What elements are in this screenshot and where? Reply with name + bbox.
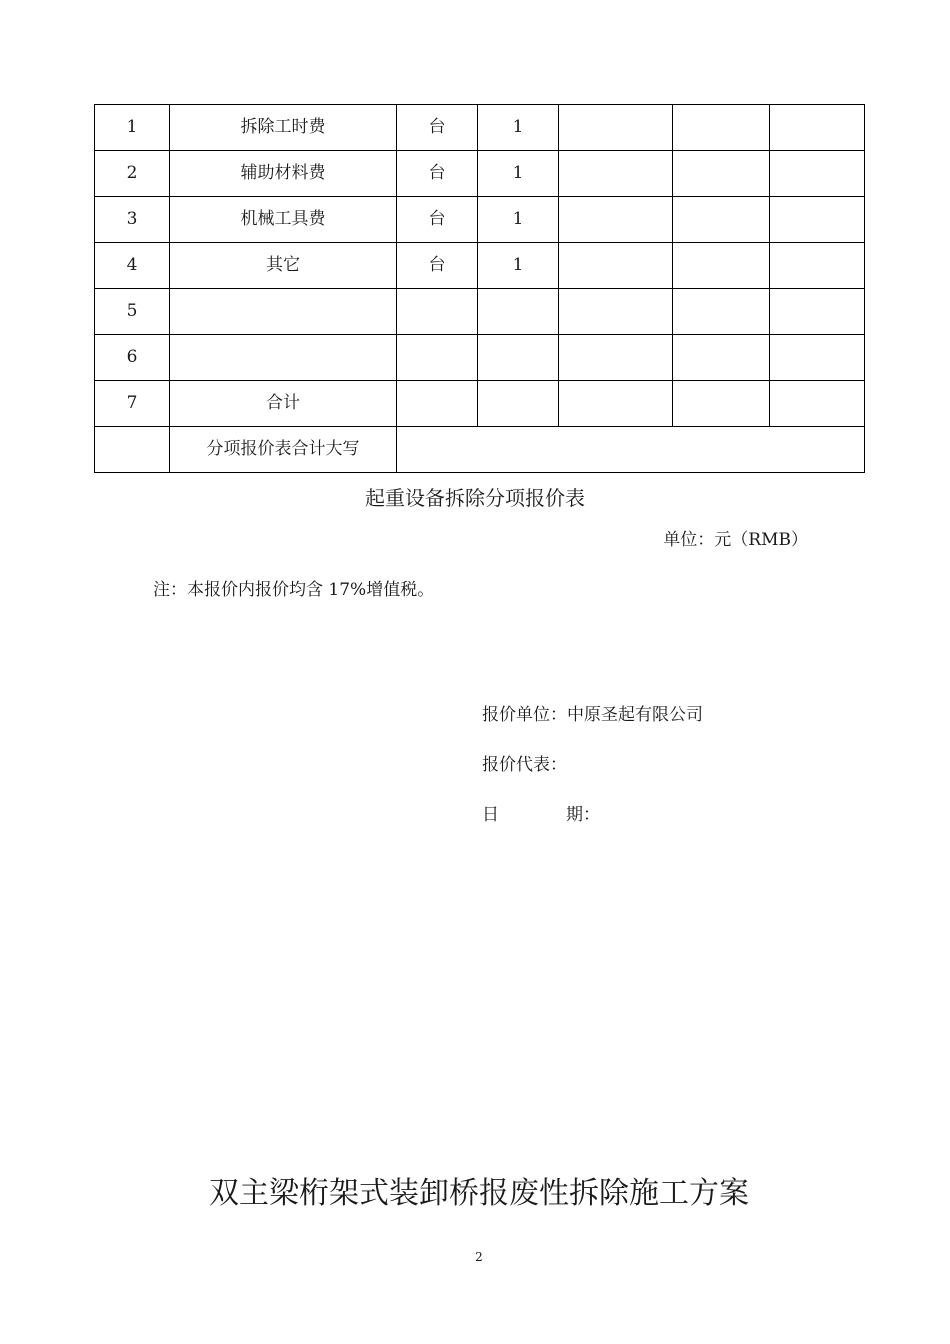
table-row [95, 381, 865, 427]
date-label-1: 日 [482, 805, 499, 825]
table-cell [770, 197, 865, 243]
table-cell [673, 105, 770, 151]
item-name: 其它 [170, 243, 397, 289]
row-number: 7 [95, 381, 170, 427]
unit-note: 单位：元（RMB） [663, 530, 808, 550]
table-row [95, 105, 865, 151]
item-quantity [478, 381, 559, 427]
document-title: 双主梁桁架式装卸桥报废性拆除施工方案 [209, 1176, 749, 1211]
item-unit [397, 335, 478, 381]
table-row [95, 151, 865, 197]
item-quantity: 1 [478, 243, 559, 289]
date-line [482, 800, 600, 825]
table-cell [559, 151, 673, 197]
item-name [170, 335, 397, 381]
table-cell [770, 381, 865, 427]
row-number: 4 [95, 243, 170, 289]
item-name [170, 289, 397, 335]
table-summary-row [95, 427, 865, 473]
item-quantity: 1 [478, 105, 559, 151]
summary-label: 分项报价表合计大写 [170, 427, 397, 473]
table-cell [559, 335, 673, 381]
table-row [95, 335, 865, 381]
company-value: 中原圣起有限公司 [567, 705, 703, 725]
item-quantity: 1 [478, 151, 559, 197]
table-cell [673, 243, 770, 289]
table-caption: 起重设备拆除分项报价表 [365, 486, 585, 510]
company-label: 报价单位： [482, 705, 567, 725]
row-number: 1 [95, 105, 170, 151]
summary-value [397, 427, 865, 473]
table-cell [770, 105, 865, 151]
table-cell [673, 335, 770, 381]
table-cell [673, 197, 770, 243]
table-cell [559, 289, 673, 335]
tax-note: 注：本报价内报价均含 17%增值税。 [153, 580, 435, 600]
item-unit: 台 [397, 243, 478, 289]
table-cell [673, 289, 770, 335]
table-row [95, 197, 865, 243]
row-number: 6 [95, 335, 170, 381]
item-quantity: 1 [478, 197, 559, 243]
company-line [482, 700, 703, 725]
table-cell [559, 381, 673, 427]
table-cell [95, 427, 170, 473]
table-cell [770, 335, 865, 381]
table-cell [559, 243, 673, 289]
item-name: 机械工具费 [170, 197, 397, 243]
item-unit [397, 289, 478, 335]
rep-line [482, 750, 567, 775]
item-name: 拆除工时费 [170, 105, 397, 151]
row-number: 3 [95, 197, 170, 243]
table-cell [770, 289, 865, 335]
item-name: 合计 [170, 381, 397, 427]
item-quantity [478, 289, 559, 335]
table-cell [559, 105, 673, 151]
row-number: 5 [95, 289, 170, 335]
row-number: 2 [95, 151, 170, 197]
table-cell [770, 151, 865, 197]
table-cell [673, 381, 770, 427]
rep-label: 报价代表： [482, 755, 567, 775]
table-cell [559, 197, 673, 243]
item-name: 辅助材料费 [170, 151, 397, 197]
table-row [95, 243, 865, 289]
table-row [95, 289, 865, 335]
item-unit: 台 [397, 105, 478, 151]
table-cell [770, 243, 865, 289]
table-cell [673, 151, 770, 197]
item-quantity [478, 335, 559, 381]
quote-table [94, 104, 865, 473]
item-unit: 台 [397, 151, 478, 197]
page-number: 2 [475, 1250, 483, 1264]
date-label-2: 期： [566, 805, 600, 825]
item-unit: 台 [397, 197, 478, 243]
item-unit [397, 381, 478, 427]
